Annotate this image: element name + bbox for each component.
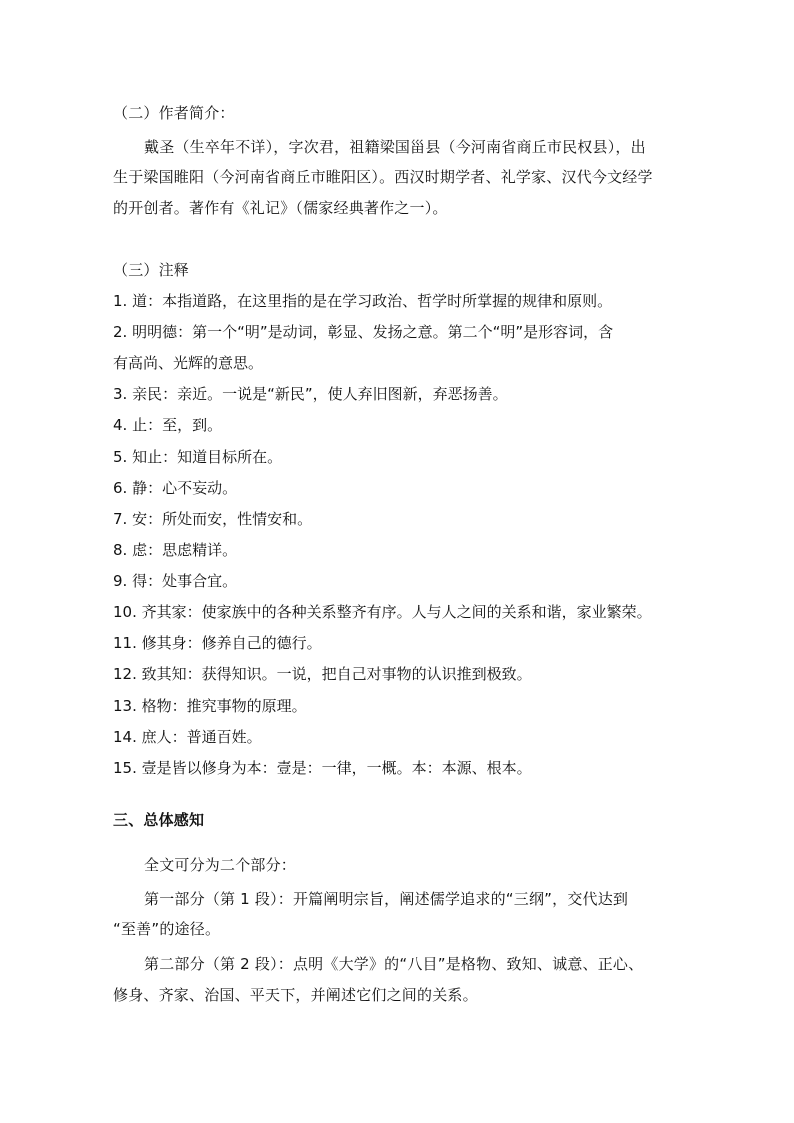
overview-paragraph-line: 修身、齐家、治国、平天下，并阐述它们之间的关系。 [113, 986, 478, 1004]
overview-paragraph-line: 第二部分（第 2 段）：点明《大学》的“八目”是格物、致知、诚意、正心、 [144, 955, 644, 973]
author-paragraph-line: 生于梁国睢阳（今河南省商丘市睢阳区）。西汉时期学者、礼学家、汉代今文经学 [113, 168, 653, 186]
note-item: 7. 安：所处而安，性情安和。 [113, 510, 313, 528]
note-item: 6. 静：心不妄动。 [113, 479, 238, 497]
notes-section-heading: （三）注释 [113, 261, 190, 279]
note-item: 3. 亲民：亲近。一说是“新民”，使人弃旧图新，弃恶扬善。 [113, 385, 508, 403]
note-item: 9. 得：处事合宜。 [113, 572, 238, 590]
author-paragraph-line: 戴圣（生卒年不详），字次君，祖籍梁国甾县（今河南省商丘市民权县），出 [144, 138, 646, 156]
overview-paragraph-line: 第一部分（第 1 段）：开篇阐明宗旨，阐述儒学追求的“三纲”，交代达到 [144, 890, 629, 908]
overview-section-heading: 三、总体感知 [113, 811, 205, 829]
note-item: 12. 致其知：获得知识。一说，把自己对事物的认识推到极致。 [113, 665, 532, 683]
note-item: 8. 虑：思虑精详。 [113, 541, 238, 559]
note-item: 5. 知止：知道目标所在。 [113, 448, 283, 466]
note-item: 1. 道：本指道路，在这里指的是在学习政治、哲学时所掌握的规律和原则。 [113, 292, 613, 310]
note-item: 4. 止：至，到。 [113, 416, 223, 434]
note-item: 13. 格物：推究事物的原理。 [113, 697, 307, 715]
note-item: 14. 庶人：普通百姓。 [113, 728, 262, 746]
overview-paragraph-line: “至善”的途径。 [113, 920, 221, 938]
note-item: 15. 壹是皆以修身为本：壹是：一律，一概。本：本源、根本。 [113, 759, 532, 777]
note-item: 2. 明明德：第一个“明”是动词，彰显、发扬之意。第二个“明”是形容词，含 [113, 323, 614, 341]
note-item-continuation: 有高尚、光辉的意思。 [113, 354, 264, 372]
author-paragraph-line: 的开创者。著作有《礼记》（儒家经典著作之一）。 [113, 199, 448, 217]
overview-paragraph-line: 全文可分为二个部分： [144, 856, 297, 874]
note-item: 11. 修其身：修养自己的德行。 [113, 634, 322, 652]
note-item: 10. 齐其家：使家族中的各种关系整齐有序。人与人之间的关系和谐，家业繁荣。 [113, 603, 652, 621]
author-section-heading: （二）作者简介： [113, 104, 235, 122]
